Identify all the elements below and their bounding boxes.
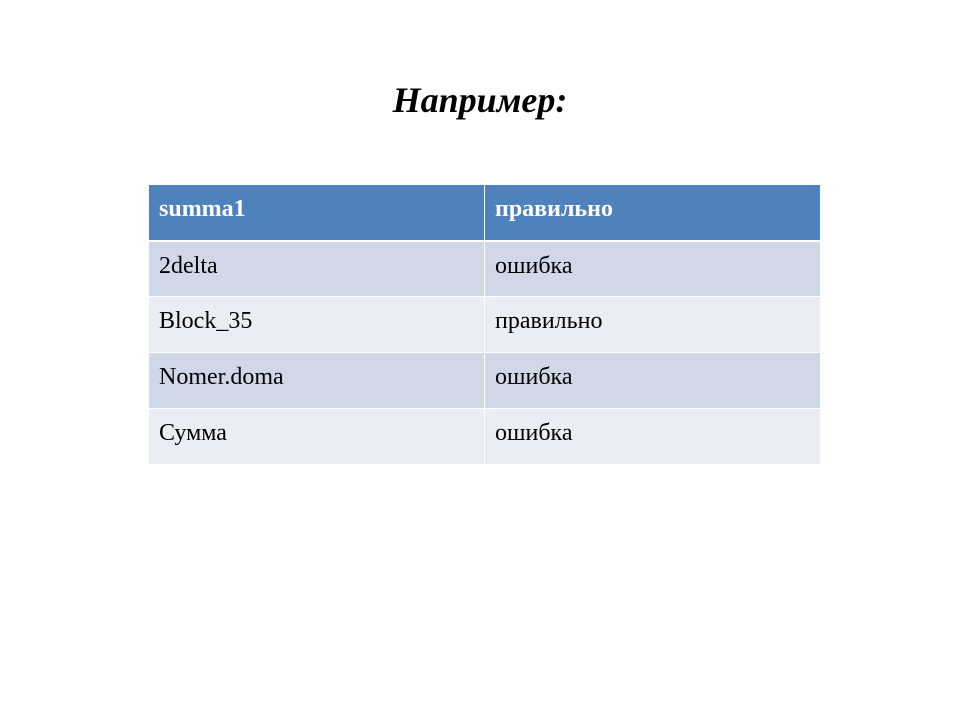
- table-header-cell: правильно: [485, 185, 821, 241]
- identifier-table: [148, 184, 821, 465]
- result-cell: ошибка: [485, 409, 821, 465]
- identifier-cell: Nomer.doma: [149, 353, 485, 409]
- table-row: [149, 353, 821, 409]
- result-cell: ошибка: [485, 241, 821, 297]
- identifier-cell: Block_35: [149, 297, 485, 353]
- table-row: [149, 409, 821, 465]
- result-cell: ошибка: [485, 353, 821, 409]
- table-row: [149, 297, 821, 353]
- table-row: [149, 241, 821, 297]
- table-header-row: [149, 185, 821, 241]
- identifier-cell: 2delta: [149, 241, 485, 297]
- table-header-cell: summa1: [149, 185, 485, 241]
- result-cell: правильно: [485, 297, 821, 353]
- identifier-cell: Сумма: [149, 409, 485, 465]
- slide-title: Например:: [392, 80, 568, 120]
